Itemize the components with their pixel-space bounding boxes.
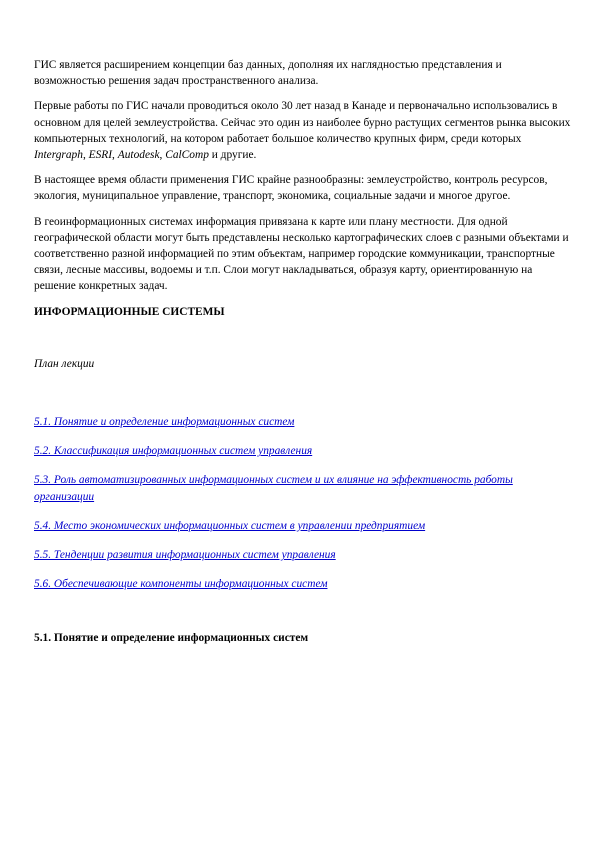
paragraph-gis-history-end: и другие.: [208, 149, 257, 162]
toc-link-5-2[interactable]: 5.2. Классификация информационных систем управления: [34, 445, 313, 458]
separator: ,: [112, 149, 118, 162]
paragraph-gis-history: [34, 98, 574, 163]
toc-link-5-3[interactable]: 5.3. Роль автоматизированных информационных систем и их влияние на эффективность работы организации: [34, 474, 513, 503]
toc-item: [34, 547, 574, 563]
brand-intergraph: Intergraph: [34, 149, 83, 162]
toc-link-5-4[interactable]: 5.4. Место экономических информационных систем в управлении предприятием: [34, 519, 426, 532]
toc-item: [34, 576, 574, 592]
separator: ,: [159, 149, 166, 162]
paragraph-gis-applications: В настоящее время области применения ГИС крайне разнообразны: землеустройство, контроль ресурсов, экология, муниципальное управление, транспорт, экономика, социальные задачи и многое другое.: [34, 174, 548, 203]
toc-item: [34, 518, 574, 534]
toc-link-5-6[interactable]: 5.6. Обеспечивающие компоненты информационных систем: [34, 578, 328, 591]
toc-link-5-1[interactable]: 5.1. Понятие и определение информационных систем: [34, 416, 295, 429]
toc-link-5-5[interactable]: 5.5. Тенденции развития информационных систем управления: [34, 549, 336, 562]
toc-item: [34, 472, 574, 504]
toc-item: [34, 414, 574, 430]
paragraph-gis-intro: ГИС является расширением концепции баз данных, дополняя их наглядностью представления и возможностью решения задач пространственного анализа.: [34, 59, 502, 88]
table-of-contents: [34, 414, 574, 592]
toc-item: [34, 443, 574, 459]
section-heading: ИНФОРМАЦИОННЫЕ СИСТЕМЫ: [34, 305, 225, 318]
separator: ,: [82, 149, 89, 162]
brand-calcomp: CalComp: [165, 149, 209, 162]
section-title-5-1: 5.1. Понятие и определение информационных систем: [34, 632, 309, 645]
brand-autodesk: Autodesk: [117, 149, 160, 162]
paragraph-gis-layers: В геоинформационных системах информация привязана к карте или плану местности. Для одной географической области могут быть представлены несколько картографических слоев с разными объектами и соответственно разной информацией по этим объектам, например городские коммуникации, транспортные связи, лесные массивы, водоемы и т.п. Слои могут накладываться, образуя карту, ориентированную на решение конкретных задач.: [34, 215, 569, 293]
brand-esri: ESRI: [88, 149, 113, 162]
document-page: [34, 57, 574, 656]
lecture-plan-label: План лекции: [34, 357, 95, 370]
paragraph-gis-history-text: Первые работы по ГИС начали проводиться около 30 лет назад в Канаде и первоначально использовались в основном для целей землеустройства. Сейчас это один из наиболее бурно растущих сегментов рынка высоких компьютерных технологий, на котором работает большое количество крупных фирм, среди которых: [34, 100, 571, 145]
